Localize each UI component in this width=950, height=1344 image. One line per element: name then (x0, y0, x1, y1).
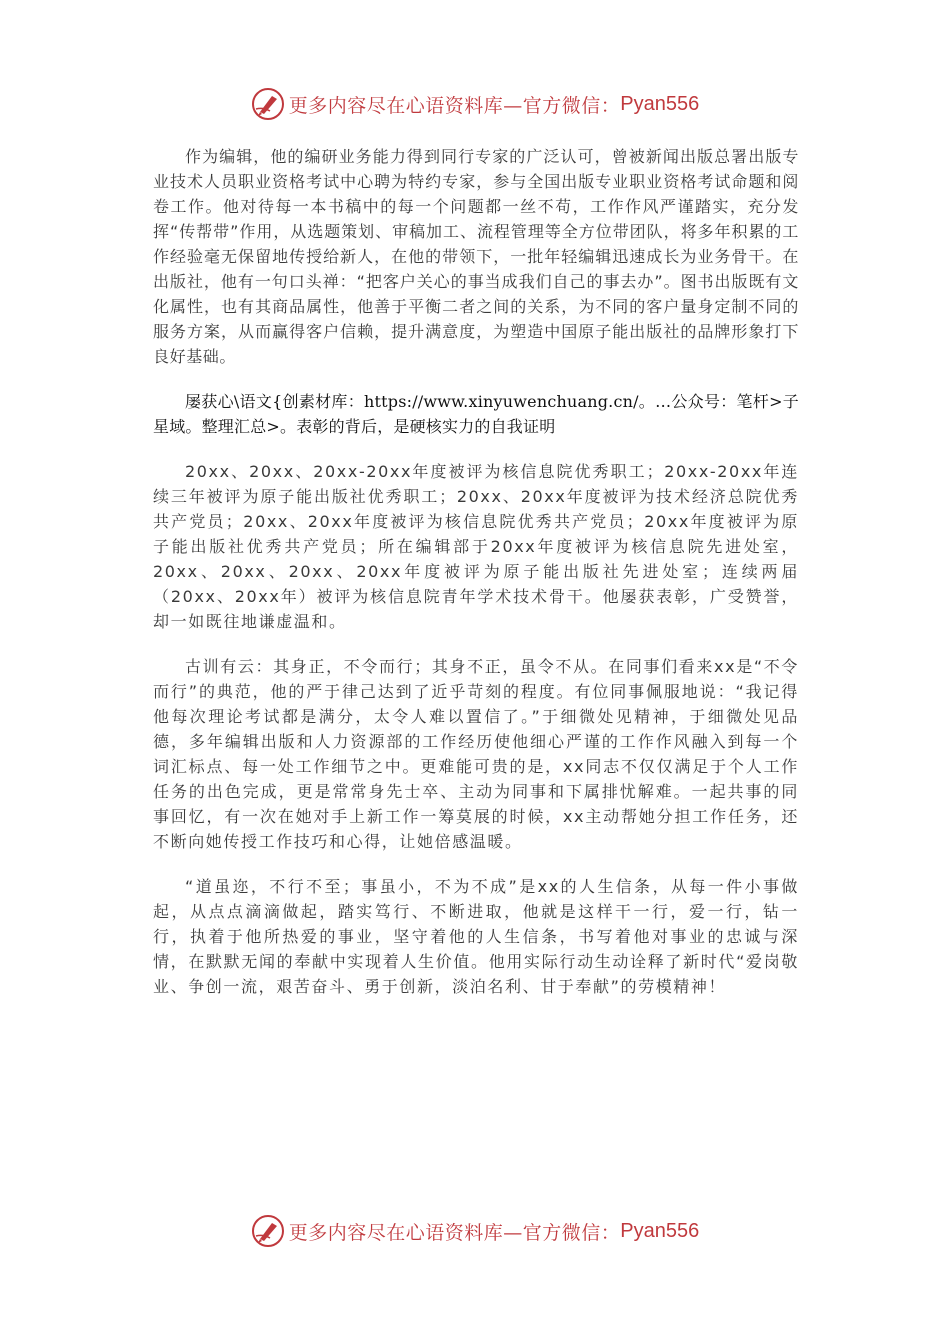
banner-text: 更多内容尽在心语资料库—官方微信： (288, 94, 621, 117)
paragraph-editor-work: 作为编辑，他的编研业务能力得到同行专家的广泛认可，曾被新闻出版总署出版专业技术人员职业资格考试中心聘为特约专家，参与全国出版专业职业资格考试命题和阅卷工作。他对待每一本书稿中的每一个问题都一丝不苟，工作作风严谨踏实，充分发挥“传帮带”作用，从选题策划、审稿加工、流程管理等全方位带团队，将多年积累的工作经验毫无保留地传授给新人，在他的带领下，一批年轻编辑迅速成长为业务骨干。在出版社，他有一句口头禅：“把客户关心的事当成我们自己的事去办”。图书出版既有文化属性，也有其商品属性，他善于平衡二者之间的关系，为不同的客户量身定制不同的服务方案，从而赢得客户信赖，提升满意度，为塑造中国原子能出版社的品牌形象打下良好基础。 (153, 147, 799, 366)
footer-banner (0, 1211, 950, 1251)
pen-nib-icon (251, 87, 285, 121)
paragraph-life-motto: “道虽迩，不行不至；事虽小，不为不成”是xx的人生信条，从每一件小事做起，从点点滴滴做起，踏实笃行、不断进取，他就是这样干一行，爱一行，钻一行，执着于他所热爱的事业，坚守着他的人生信条，书写着他对事业的忠诚与深情，在默默无闻的奉献中实现着人生价值。他用实际行动生动诠释了新时代“爱岗敬业、争创一流，艰苦奋斗、勇于创新，淡泊名利、甘于奉献”的劳模精神！ (153, 877, 799, 996)
header-banner (0, 84, 950, 124)
banner-text: 更多内容尽在心语资料库—官方微信： (288, 1221, 621, 1244)
banner-wechat-id: Pyan556 (620, 1219, 700, 1242)
pen-nib-icon (251, 1214, 285, 1248)
banner-wechat-id: Pyan556 (620, 92, 700, 115)
paragraph-source-note: 屡获心\语文{创素材库：https://www.xinyuwenchuang.cn/。…公众号：笔杆>子星域。整理汇总>。表彰的背后，是硬核实力的自我证明 (153, 392, 799, 436)
document-body (153, 144, 799, 1019)
paragraph-awards: 20xx、20xx、20xx-20xx年度被评为核信息院优秀职工；20xx-20xx年连续三年被评为原子能出版社优秀职工；20xx、20xx年度被评为技术经济总院优秀共产党员；20xx、20xx年度被评为核信息院优秀共产党员；20xx年度被评为原子能出版社优秀共产党员；所在编辑部于20xx年度被评为核信息院先进处室，20xx、20xx、20xx、20xx年度被评为原子能出版社先进处室；连续两届（20xx、20xx年）被评为核信息院青年学术技术骨干。他屡获表彰，广受赞誉，却一如既往地谦虚温和。 (153, 462, 799, 631)
paragraph-self-discipline: 古训有云：其身正，不令而行；其身不正，虽令不从。在同事们看来xx是“不令而行”的典范，他的严于律己达到了近乎苛刻的程度。有位同事佩服地说：“我记得他每次理论考试都是满分，太令人难以置信了。”于细微处见精神，于细微处见品德，多年编辑出版和人力资源部的工作经历使他细心严谨的工作作风融入到每一个词汇标点、每一处工作细节之中。更难能可贵的是，xx同志不仅仅满足于个人工作任务的出色完成，更是常常身先士卒、主动为同事和下属排忧解难。一起共事的同事回忆，有一次在她对手上新工作一筹莫展的时候，xx主动帮她分担工作任务，还不断向她传授工作技巧和心得，让她倍感温暖。 (153, 657, 799, 851)
